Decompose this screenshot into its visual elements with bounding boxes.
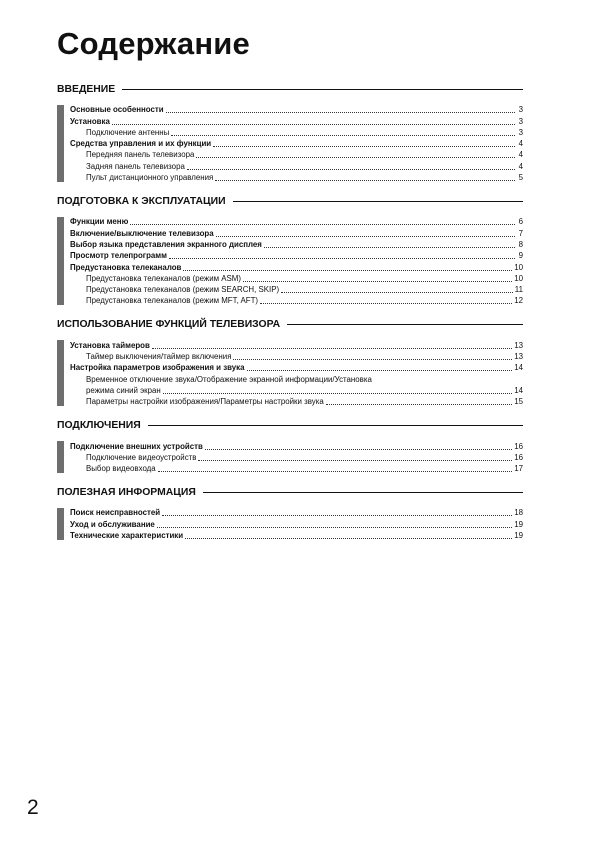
section-title: ПОДГОТОВКА К ЭКСПЛУАТАЦИИ <box>57 195 226 207</box>
toc-entry-page: 8 <box>518 239 523 249</box>
section-rule <box>203 492 523 493</box>
toc-entry-page: 16 <box>514 441 523 451</box>
toc-entry-page: 15 <box>514 397 523 407</box>
toc-entry-page: 14 <box>514 385 523 395</box>
table-of-contents <box>57 80 523 550</box>
dot-leader <box>243 281 512 282</box>
dot-leader <box>162 515 512 516</box>
dot-leader <box>157 527 512 528</box>
toc-entry-page: 3 <box>518 105 523 115</box>
toc-entry[interactable] <box>70 362 523 373</box>
toc-entry[interactable] <box>70 530 523 541</box>
dot-leader <box>158 471 513 472</box>
toc-subentry[interactable] <box>70 396 523 407</box>
toc-entry-label-line: Временное отключение звука/Отображение экранной информации/Установка <box>86 374 372 384</box>
section-side-bar <box>57 105 64 182</box>
toc-entry[interactable] <box>70 250 523 261</box>
section-body <box>57 216 523 306</box>
toc-entry[interactable] <box>70 261 523 272</box>
toc-section <box>57 315 523 407</box>
section-side-bar <box>57 340 64 406</box>
toc-section <box>57 80 523 183</box>
toc-entry-page: 6 <box>518 217 523 227</box>
toc-entry[interactable] <box>70 138 523 149</box>
section-body <box>57 440 523 474</box>
dot-leader <box>196 157 515 158</box>
toc-entry-page: 10 <box>514 273 523 283</box>
toc-entry-label: Пульт дистанционного управления <box>86 173 214 183</box>
entry-list <box>57 216 523 306</box>
toc-section <box>57 483 523 541</box>
toc-entry-page: 10 <box>514 262 523 272</box>
toc-entry-page: 4 <box>518 139 523 149</box>
dot-leader <box>247 370 513 371</box>
dot-leader <box>213 146 515 147</box>
dot-leader <box>166 112 515 113</box>
section-body <box>57 339 523 407</box>
toc-subentry[interactable] <box>70 463 523 474</box>
toc-entry-label: Предустановка телеканалов <box>70 262 182 272</box>
toc-entry-label: Уход и обслуживание <box>70 519 155 529</box>
section-body <box>57 104 523 183</box>
section-side-bar <box>57 217 64 305</box>
section-side-bar <box>57 441 64 473</box>
toc-entry-label: Предустановка телеканалов (режим MFT, AFT) <box>86 296 259 306</box>
toc-entry-label: Параметры настройки изображения/Параметры настройки звука <box>86 397 324 407</box>
toc-entry[interactable] <box>70 239 523 250</box>
section-title: ПОЛЕЗНАЯ ИНФОРМАЦИЯ <box>57 486 196 498</box>
toc-entry-page: 12 <box>514 296 523 306</box>
toc-subentry[interactable] <box>70 452 523 463</box>
toc-entry-page: 14 <box>514 363 523 373</box>
section-rule <box>287 324 523 325</box>
section-header <box>57 416 523 434</box>
toc-entry-page: 18 <box>514 508 523 518</box>
entry-list <box>57 507 523 541</box>
toc-subentry[interactable] <box>70 351 523 362</box>
toc-entry-page: 19 <box>514 531 523 541</box>
entry-list <box>57 440 523 474</box>
dot-leader <box>233 359 512 360</box>
entry-list <box>57 104 523 183</box>
dot-leader <box>187 169 515 170</box>
toc-entry-label: режима синий экран <box>86 385 161 395</box>
section-title: ПОДКЛЮЧЕНИЯ <box>57 419 141 431</box>
toc-entry[interactable] <box>70 518 523 529</box>
toc-entry-label: Передняя панель телевизора <box>86 150 195 160</box>
page-title: Содержание <box>57 26 250 61</box>
section-header <box>57 80 523 98</box>
toc-entry-page: 4 <box>518 161 523 171</box>
toc-subentry[interactable] <box>70 385 523 396</box>
section-rule <box>233 201 523 202</box>
section-title: ИСПОЛЬЗОВАНИЕ ФУНКЦИЙ ТЕЛЕВИЗОРА <box>57 318 281 330</box>
toc-entry-label: Подключение видеоустройств <box>86 452 197 462</box>
dot-leader <box>183 270 512 271</box>
toc-entry[interactable] <box>70 339 523 350</box>
toc-entry-label: Подключение антенны <box>86 127 170 137</box>
toc-entry-page: 3 <box>518 127 523 137</box>
toc-entry[interactable] <box>70 440 523 451</box>
dot-leader <box>169 258 515 259</box>
entry-list <box>57 339 523 407</box>
toc-entry[interactable] <box>70 507 523 518</box>
toc-entry-page: 4 <box>518 150 523 160</box>
section-header <box>57 315 523 333</box>
toc-entry[interactable] <box>70 115 523 126</box>
toc-subentry[interactable] <box>70 295 523 306</box>
section-rule <box>148 425 523 426</box>
toc-section <box>57 416 523 474</box>
dot-leader <box>163 393 513 394</box>
toc-entry-label: Поиск неисправностей <box>70 508 161 518</box>
toc-entry-label: Просмотр телепрограмм <box>70 251 167 261</box>
section-header <box>57 192 523 210</box>
toc-subentry[interactable] <box>70 273 523 284</box>
section-body <box>57 507 523 541</box>
toc-entry-label: Установка таймеров <box>70 340 150 350</box>
toc-entry-page: 19 <box>514 519 523 529</box>
toc-entry-page: 17 <box>514 464 523 474</box>
toc-entry-label: Включение/выключение телевизора <box>70 228 214 238</box>
dot-leader <box>215 180 515 181</box>
toc-entry[interactable] <box>70 216 523 227</box>
toc-subentry[interactable] <box>70 127 523 138</box>
toc-entry-label: Предустановка телеканалов (режим SEARCH, SKIP) <box>86 285 280 295</box>
section-header <box>57 483 523 501</box>
toc-entry[interactable] <box>70 227 523 238</box>
toc-entry-label: Технические характеристики <box>70 531 184 541</box>
toc-entry-page: 5 <box>518 173 523 183</box>
toc-entry-page: 7 <box>518 228 523 238</box>
dot-leader <box>216 236 515 237</box>
toc-subentry[interactable] <box>70 160 523 171</box>
section-rule <box>122 89 523 90</box>
section-title: ВВЕДЕНИЕ <box>57 83 116 95</box>
toc-entry-page: 13 <box>514 352 523 362</box>
dot-leader <box>130 224 515 225</box>
dot-leader <box>152 348 512 349</box>
toc-entry-label: Настройка параметров изображения и звука <box>70 363 245 373</box>
toc-entry-label: Выбор языка представления экранного дисплея <box>70 239 262 249</box>
dot-leader <box>264 247 515 248</box>
toc-section <box>57 192 523 306</box>
toc-entry-label: Подключение внешних устройств <box>70 441 203 451</box>
dot-leader <box>281 292 513 293</box>
toc-entry-label: Установка <box>70 116 110 126</box>
dot-leader <box>260 303 512 304</box>
toc-entry-page: 9 <box>518 251 523 261</box>
dot-leader <box>185 538 512 539</box>
toc-entry-label: Функции меню <box>70 217 129 227</box>
dot-leader <box>171 135 515 136</box>
page-number: 2 <box>27 796 39 819</box>
toc-entry-label: Основные особенности <box>70 105 164 115</box>
dot-leader <box>198 460 512 461</box>
toc-entry-label: Задняя панель телевизора <box>86 161 185 171</box>
toc-subentry[interactable] <box>70 172 523 183</box>
toc-entry[interactable] <box>70 104 523 115</box>
section-side-bar <box>57 508 64 540</box>
toc-entry-label: Предустановка телеканалов (режим ASM) <box>86 273 241 283</box>
toc-entry-page: 13 <box>514 340 523 350</box>
dot-leader <box>205 449 512 450</box>
toc-entry-label: Таймер выключения/таймер включения <box>86 352 232 362</box>
toc-subentry[interactable] <box>70 284 523 295</box>
toc-entry-label: Средства управления и их функции <box>70 139 212 149</box>
toc-entry-page: 16 <box>514 452 523 462</box>
dot-leader <box>112 124 515 125</box>
toc-entry-label: Выбор видеовхода <box>86 464 156 474</box>
toc-entry-page: 3 <box>518 116 523 126</box>
toc-subentry[interactable] <box>70 149 523 160</box>
toc-entry-page: 11 <box>514 285 523 295</box>
dot-leader <box>326 404 513 405</box>
